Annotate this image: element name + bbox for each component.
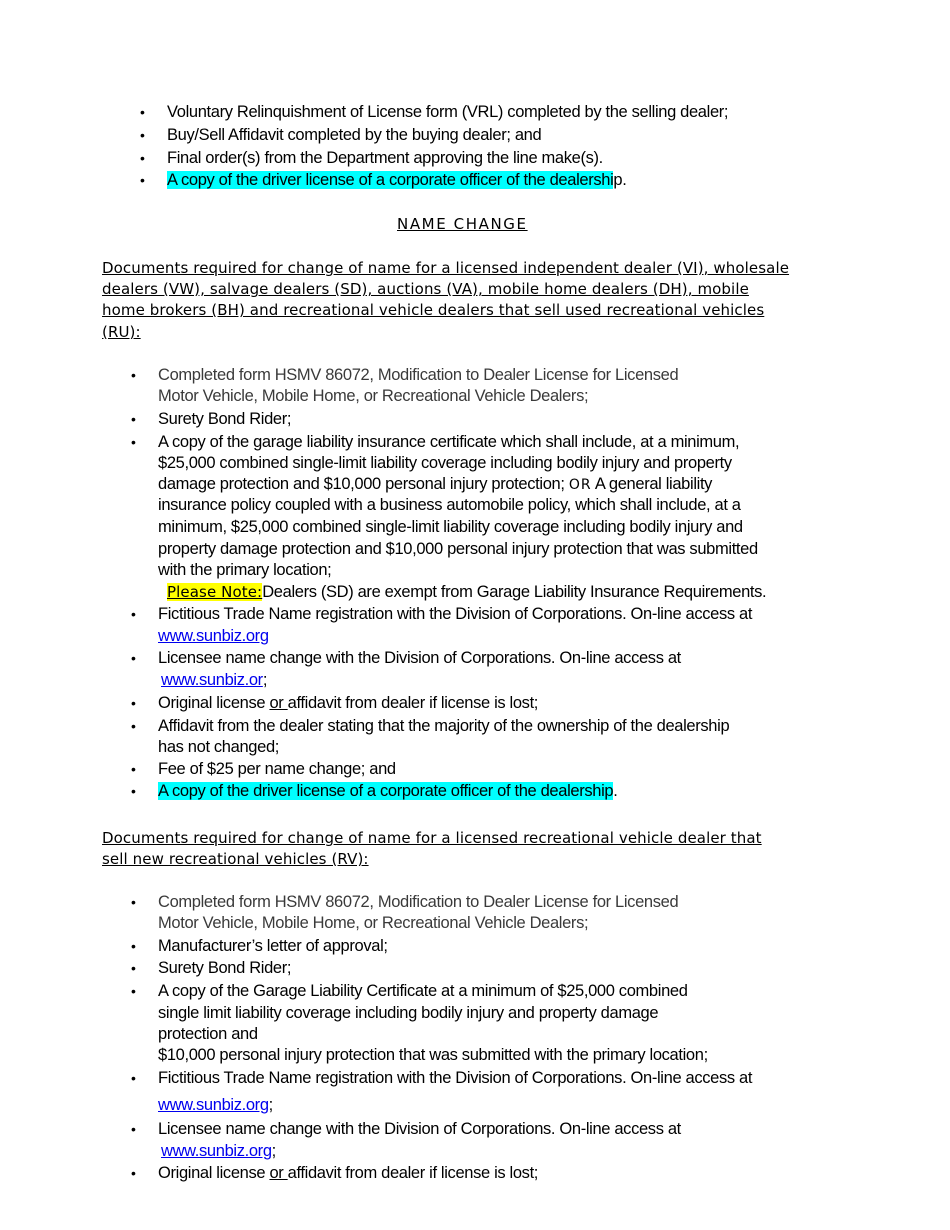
- list-item-continuation: [158, 626, 269, 646]
- bullet: •: [131, 411, 136, 427]
- list-item-continuation: $10,000 personal injury protection that was submitted with the primary location;: [158, 1046, 708, 1064]
- text-run: .: [613, 782, 618, 800]
- list-item: Completed form HSMV 86072, Modification to Dealer License for Licensed: [158, 893, 679, 911]
- bullet: •: [140, 150, 145, 166]
- bullet: •: [131, 960, 136, 976]
- list-item-continuation: $25,000 combined single-limit liability coverage including bodily injury and property: [158, 454, 732, 472]
- list-item-continuation: single limit liability coverage including bodily injury and property damage: [158, 1004, 659, 1022]
- list-item: Completed form HSMV 86072, Modification to Dealer License for Licensed: [158, 366, 679, 384]
- list-item-continuation: insurance policy coupled with a business automobile policy, which shall include, at a: [158, 496, 741, 514]
- sunbiz-link[interactable]: www.sunbiz.org: [161, 1142, 272, 1160]
- bullet: •: [131, 983, 136, 999]
- section-title: NAME CHANGE: [397, 215, 528, 233]
- section-intro-line: home brokers (BH) and recreational vehicle dealers that sell used recreational vehicles: [102, 301, 765, 319]
- list-item: [167, 170, 626, 190]
- list-item: Fictitious Trade Name registration with the Division of Corporations. On-line access at: [158, 1069, 753, 1087]
- list-item: Manufacturer’s letter of approval;: [158, 937, 388, 955]
- section-intro-line: (RU):: [102, 323, 141, 341]
- sunbiz-link[interactable]: www.sunbiz.org: [158, 1096, 269, 1114]
- bullet: •: [131, 434, 136, 450]
- list-item-continuation: minimum, $25,000 combined single-limit liability coverage including bodily injury and: [158, 518, 743, 536]
- list-item: [158, 781, 617, 801]
- text-run: Original license: [158, 694, 270, 712]
- text-run: affidavit from dealer if license is lost;: [287, 1164, 539, 1182]
- list-item-continuation: protection and: [158, 1025, 258, 1043]
- list-item: Licensee name change with the Division of Corporations. On-line access at: [158, 1120, 681, 1138]
- text-run: ;: [268, 1096, 273, 1114]
- bullet: •: [131, 367, 136, 383]
- list-item: A copy of the garage liability insurance certificate which shall include, at a minimum,: [158, 433, 740, 451]
- list-item: Voluntary Relinquishment of License form (VRL) completed by the selling dealer;: [167, 103, 729, 121]
- note-label: Please Note:: [167, 583, 263, 601]
- list-item-continuation: Motor Vehicle, Mobile Home, or Recreational Vehicle Dealers;: [158, 914, 589, 932]
- list-item-continuation: [158, 1095, 273, 1115]
- list-item: Fee of $25 per name change; and: [158, 760, 396, 778]
- list-item: Surety Bond Rider;: [158, 410, 292, 428]
- bullet: •: [140, 104, 145, 120]
- list-item-continuation: with the primary location;: [158, 561, 332, 579]
- list-item-continuation: has not changed;: [158, 738, 280, 756]
- bullet: •: [131, 761, 136, 777]
- list-item: Buy/Sell Affidavit completed by the buying dealer; and: [167, 126, 542, 144]
- or-keyword: or: [269, 694, 288, 712]
- bullet: •: [131, 650, 136, 666]
- sunbiz-link[interactable]: www.sunbiz.org: [158, 627, 269, 645]
- highlighted-text: A copy of the driver license of a corporate officer of the dealershi: [167, 171, 614, 189]
- list-item-continuation: property damage protection and $10,000 personal injury protection that was submitted: [158, 540, 758, 558]
- or-keyword: or: [269, 1164, 288, 1182]
- sunbiz-link[interactable]: www.sunbiz.or: [161, 671, 263, 689]
- list-item: Final order(s) from the Department approving the line make(s).: [167, 149, 603, 167]
- bullet: •: [131, 938, 136, 954]
- list-item-tail: p.: [613, 171, 627, 189]
- or-keyword: OR: [568, 477, 592, 493]
- list-item-continuation: [161, 1141, 276, 1161]
- bullet: •: [131, 783, 136, 799]
- list-item: Licensee name change with the Division of Corporations. On-line access at: [158, 649, 681, 667]
- section-intro-line: Documents required for change of name for a licensed recreational vehicle dealer that: [102, 829, 762, 847]
- bullet: •: [131, 606, 136, 622]
- list-item: [158, 693, 538, 713]
- bullet: •: [131, 1165, 136, 1181]
- section-intro-line: Documents required for change of name for a licensed independent dealer (VI), wholesale: [102, 259, 790, 277]
- bullet: •: [131, 718, 136, 734]
- bullet: •: [131, 1070, 136, 1086]
- bullet: •: [131, 894, 136, 910]
- list-item-continuation: [158, 474, 712, 495]
- list-item: Surety Bond Rider;: [158, 959, 292, 977]
- list-item-continuation: [161, 670, 267, 690]
- text-run: affidavit from dealer if license is lost;: [287, 694, 539, 712]
- list-item: Affidavit from the dealer stating that the majority of the ownership of the dealership: [158, 717, 730, 735]
- list-item: A copy of the Garage Liability Certificate at a minimum of $25,000 combined: [158, 982, 688, 1000]
- list-item: Fictitious Trade Name registration with the Division of Corporations. On-line access at: [158, 605, 753, 623]
- note-text: Dealers (SD) are exempt from Garage Liability Insurance Requirements.: [262, 583, 767, 601]
- text-run: A general liability: [594, 475, 713, 493]
- bullet: •: [140, 172, 145, 188]
- highlighted-text: A copy of the driver license of a corporate officer of the dealership: [158, 782, 614, 800]
- bullet: •: [131, 1121, 136, 1137]
- text-run: ;: [262, 671, 268, 689]
- section-intro-line: sell new recreational vehicles (RV):: [102, 850, 369, 868]
- section-intro-line: dealers (VW), salvage dealers (SD), auctions (VA), mobile home dealers (DH), mobile: [102, 280, 749, 298]
- text-run: ;: [271, 1142, 276, 1160]
- text-run: damage protection and $10,000 personal injury protection;: [158, 475, 565, 493]
- note-line: [167, 582, 766, 602]
- bullet: •: [140, 127, 145, 143]
- text-run: Original license: [158, 1164, 270, 1182]
- bullet: •: [131, 695, 136, 711]
- list-item: [158, 1163, 538, 1183]
- list-item-continuation: Motor Vehicle, Mobile Home, or Recreational Vehicle Dealers;: [158, 387, 589, 405]
